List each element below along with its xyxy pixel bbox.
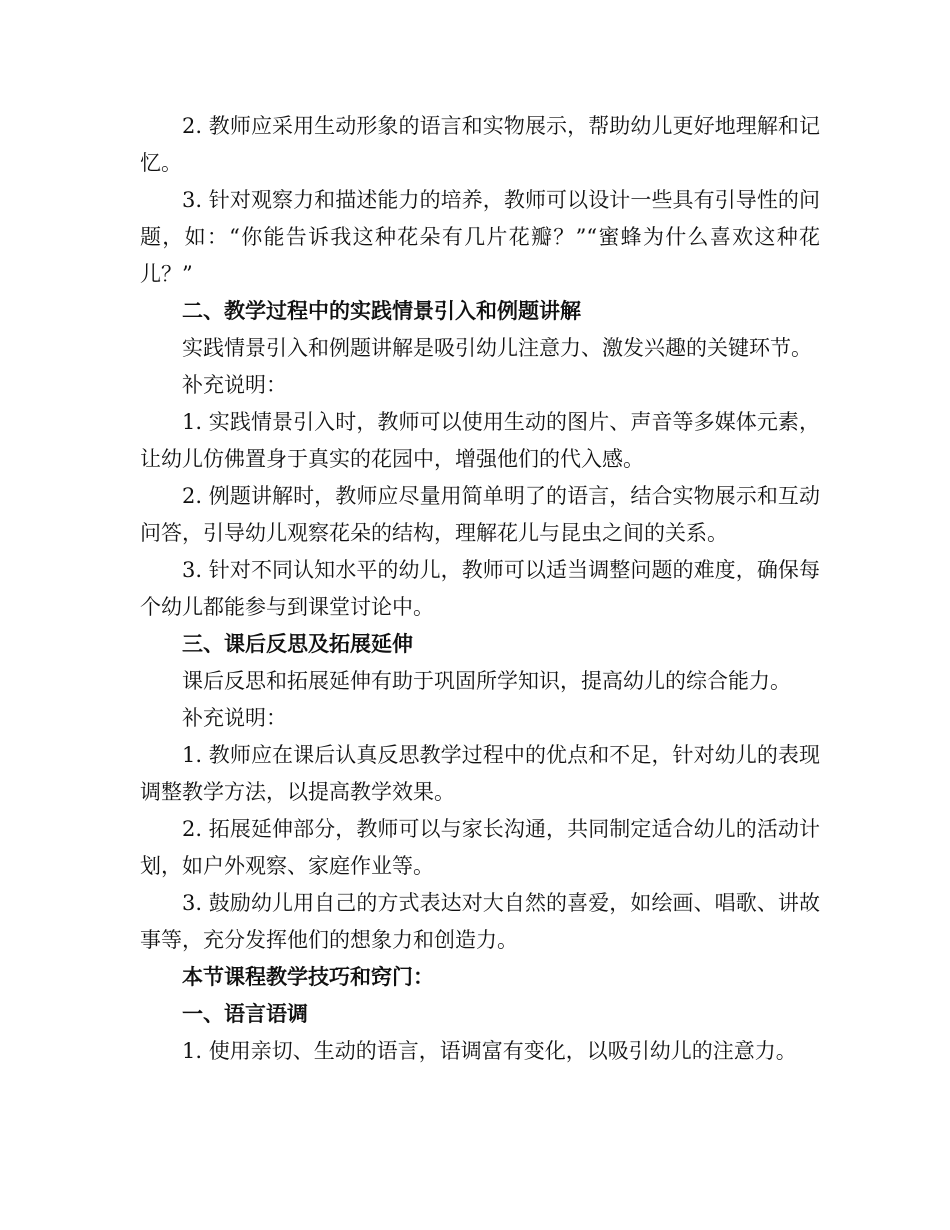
paragraph-section-3-point-2: 2. 拓展延伸部分，教师可以与家长沟通，共同制定适合幼儿的活动计划，如户外观察、家庭作业等。 <box>140 817 820 878</box>
paragraph-section-3-intro: 课后反思和拓展延伸有助于巩固所学知识，提高幼儿的综合能力。 <box>182 669 791 693</box>
paragraph-tips-point-1: 1. 使用亲切、生动的语言，语调富有变化，以吸引幼儿的注意力。 <box>182 1039 797 1063</box>
paragraph-section-2-point-3: 3. 针对不同认知水平的幼儿，教师可以适当调整问题的难度，确保每个幼儿都能参与到课堂讨论中。 <box>140 558 820 619</box>
paragraph-supplement-label: 补充说明： <box>182 373 287 397</box>
paragraph-section-2-point-2: 2. 例题讲解时，教师应尽量用简单明了的语言，结合实物展示和互动问答，引导幼儿观察花朵的结构，理解花儿与昆虫之间的关系。 <box>140 484 820 545</box>
paragraph-section-3-point-3: 3. 鼓励幼儿用自己的方式表达对大自然的喜爱，如绘画、唱歌、讲故事等，充分发挥他们的想象力和创造力。 <box>140 891 820 952</box>
document-body <box>140 108 820 1070</box>
paragraph-section-2-intro: 实践情景引入和例题讲解是吸引幼儿注意力、激发兴趣的关键环节。 <box>182 336 812 360</box>
heading-teaching-tips: 本节课程教学技巧和窍门： <box>182 965 434 989</box>
section-heading-2: 二、教学过程中的实践情景引入和例题讲解 <box>182 299 581 323</box>
paragraph-point-2-language: 2. 教师应采用生动形象的语言和实物展示，帮助幼儿更好地理解和记忆。 <box>140 114 820 175</box>
paragraph-point-3-questions: 3. 针对观察力和描述能力的培养，教师可以设计一些具有引导性的问题，如：“你能告诉我这种花朵有几片花瓣？”“蜜蜂为什么喜欢这种花儿？” <box>140 188 820 286</box>
paragraph-section-2-point-1: 1. 实践情景引入时，教师可以使用生动的图片、声音等多媒体元素，让幼儿仿佛置身于真实的花园中，增强他们的代入感。 <box>140 410 820 471</box>
paragraph-supplement-label-2: 补充说明： <box>182 706 287 730</box>
subheading-language-tone: 一、语言语调 <box>182 1002 308 1026</box>
paragraph-section-3-point-1: 1. 教师应在课后认真反思教学过程中的优点和不足，针对幼儿的表现调整教学方法，以提高教学效果。 <box>140 743 820 804</box>
section-heading-3: 三、课后反思及拓展延伸 <box>182 632 413 656</box>
